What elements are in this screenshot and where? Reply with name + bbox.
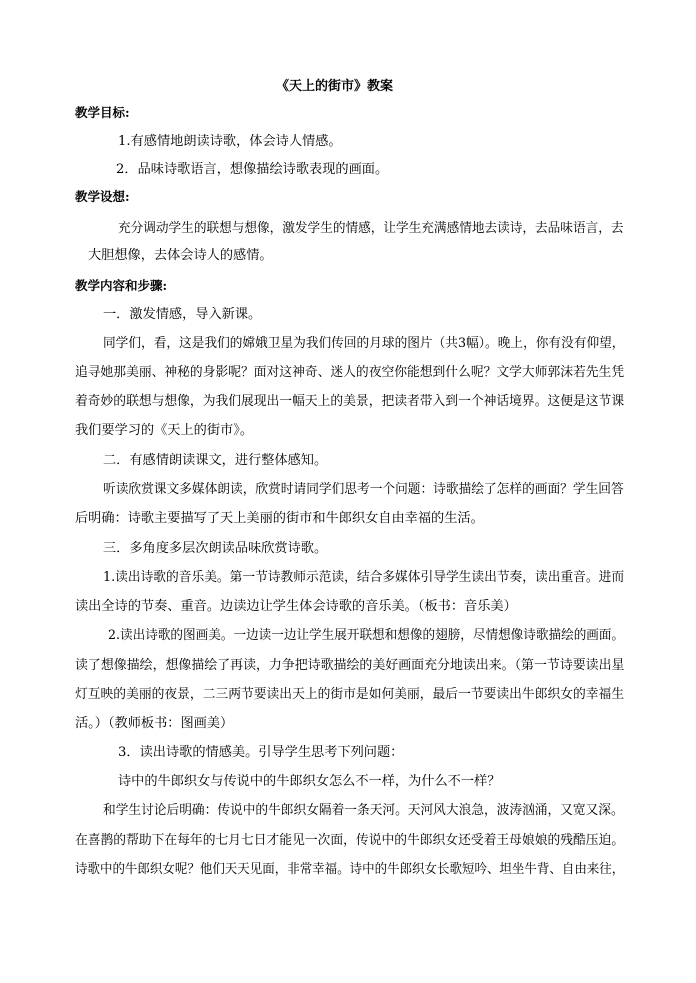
text-line: 在喜鹊的帮助下在每年的七月七日才能见一次面，传说中的牛郎织女还受着王母娘娘的残酷压迫。 <box>75 833 625 848</box>
text-line: 2．品味诗歌语言，想像描绘诗歌表现的画面。 <box>116 162 389 177</box>
text-line: 诗中的牛郎织女与传说中的牛郎织女怎么不一样，为什么不一样？ <box>118 774 501 789</box>
text-line: 诗歌中的牛郎织女呢？他们天天见面，非常幸福。诗中的牛郎织女长歌短吟、坦坐牛背、自由来往， <box>75 862 625 877</box>
section-heading-design: 教学设想: <box>75 189 130 204</box>
text-line: 大胆想像，去体会诗人的感情。 <box>88 248 273 263</box>
text-line: 后明确：诗歌主要描写了天上美丽的街市和牛郎织女自由幸福的生活。 <box>75 511 484 526</box>
text-line: 读出全诗的节奏、重音。边读边让学生体会诗歌的音乐美。（板书：音乐美） <box>75 599 517 614</box>
text-line: 和学生讨论后明确：传说中的牛郎织女隔着一条天河。天河风大浪急，波涛汹涌，又宽又深。 <box>103 803 624 818</box>
text-line: 一．激发情感，导入新课。 <box>103 307 262 322</box>
text-line: 同学们，看，这是我们的嫦娥卫星为我们传回的月球的图片（共3幅）。晚上，你有没有仰望， <box>103 336 625 351</box>
document-title: 《天上的街市》教案 <box>276 79 394 94</box>
text-line: 二．有感情朗读课文，进行整体感知。 <box>103 453 328 468</box>
text-line: 1.读出诗歌的音乐美。第一节诗教师示范读，结合多媒体引导学生读出节奏，读出重音。进而 <box>103 570 625 585</box>
text-line: 3．读出诗歌的情感美。引导学生思考下列问题： <box>118 745 404 760</box>
text-line: 灯互映的美丽的夜景，二三两节要读出天上的街市是如何美丽，最后一节要读出牛郎织女的幸福生 <box>75 687 625 702</box>
text-line: 追寻她那美丽、神秘的身影呢？面对这神奇、迷人的夜空你能想到什么呢？文学大师郭沫若先生凭 <box>75 365 625 380</box>
text-line: 读了想像描绘，想像描绘了再读，力争把诗歌描绘的美好画面充分地读出来。（第一节诗要读出星 <box>75 658 625 673</box>
text-line: 我们要学习的《天上的街市》。 <box>75 423 254 438</box>
text-line: 2.读出诗歌的图画美。一边读一边让学生展开联想和想像的翅膀，尽情想像诗歌描绘的画面。 <box>108 628 625 643</box>
text-line: 听读欣赏课文多媒体朗读，欣赏时请同学们思考一个问题：诗歌描绘了怎样的画面？学生回答 <box>103 482 624 497</box>
section-heading-steps: 教学内容和步骤: <box>75 278 168 293</box>
text-line: 着奇妙的联想与想像，为我们展现出一幅天上的美景，把读者带入到一个神话境界。这便是这节课 <box>75 394 625 409</box>
text-line: 活。）（教师板书：图画美） <box>75 716 234 731</box>
text-line: 三．多角度多层次朗读品味欣赏诗歌。 <box>103 541 328 556</box>
section-heading-goals: 教学目标: <box>75 105 130 120</box>
text-line: 1.有感情地朗读诗歌，体会诗人情感。 <box>118 134 342 149</box>
text-line: 充分调动学生的联想与想像，激发学生的情感，让学生充满感情地去读诗，去品味语言，去 <box>118 221 624 236</box>
